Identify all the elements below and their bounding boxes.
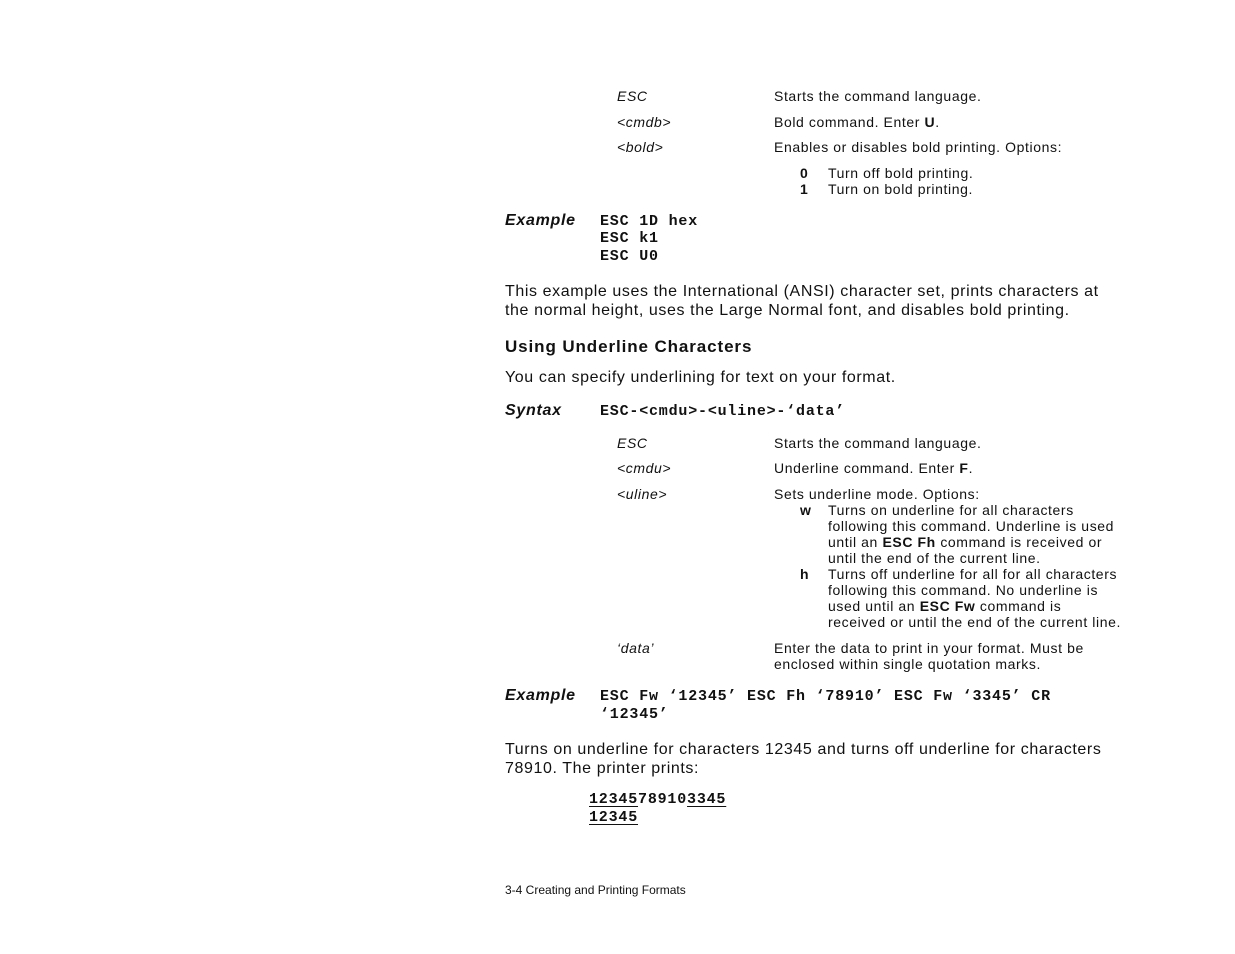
option-key: 1 [800, 181, 808, 197]
term-bold: <bold> [617, 139, 664, 155]
explanation-line: 78910. The printer prints: [505, 760, 700, 777]
syntax-code: ESC-<cmdu>-<uline>-‘data’ [600, 403, 846, 420]
syntax-label: Syntax [505, 402, 562, 419]
page-footer: 3-4 Creating and Printing Formats [505, 883, 686, 897]
term-esc: ESC [617, 435, 648, 451]
example-label: Example [505, 212, 576, 229]
option-key: w [800, 502, 811, 518]
term-cmdb: <cmdb> [617, 114, 672, 130]
explanation-line: Turns on underline for characters 12345 and turns off underline for characters [505, 741, 1102, 758]
example-code-line: ESC Fw ‘12345’ ESC Fh ‘78910’ ESC Fw ‘3345’ CR [600, 688, 1051, 705]
desc-data: Enter the data to print in your format. Must be enclosed within single quotation marks. [774, 640, 1084, 672]
term-esc: ESC [617, 88, 648, 104]
explanation-line: This example uses the International (ANSI) character set, prints characters at [505, 283, 1099, 300]
desc-cmdu: Underline command. Enter F. [774, 460, 974, 476]
option-key: 0 [800, 165, 808, 181]
term-cmdu: <cmdu> [617, 460, 672, 476]
example-code-line: ESC 1D hex [600, 213, 699, 230]
desc-cmdb: Bold command. Enter U. [774, 114, 940, 130]
desc-uline: Sets underline mode. Options: [774, 486, 980, 502]
option-key: h [800, 566, 809, 582]
option-text: Turn on bold printing. [828, 181, 973, 197]
example-code-line: ESC k1 [600, 230, 659, 247]
printed-output-line: 12345 [589, 809, 639, 826]
example-code-line: ESC U0 [600, 248, 659, 265]
option-text: Turn off bold printing. [828, 165, 974, 181]
desc-esc: Starts the command language. [774, 435, 982, 451]
desc-bold: Enables or disables bold printing. Options: [774, 139, 1063, 155]
example-code-line: ‘12345’ [600, 706, 669, 723]
explanation-line: the normal height, uses the Large Normal font, and disables bold printing. [505, 302, 1070, 319]
term-data: ‘data’ [617, 640, 655, 656]
printed-output-line: 12345789103345 [589, 791, 727, 808]
intro-text: You can specify underlining for text on your format. [505, 369, 896, 386]
section-heading: Using Underline Characters [505, 337, 753, 356]
option-text: Turns off underline for all for all characters following this command. No underline is used until an ESC Fw command is received or until the end of the current line. [828, 566, 1121, 630]
option-text: Turns on underline for all characters following this command. Underline is used until an ESC Fh command is received or until the end of the current line. [828, 502, 1115, 566]
example-label: Example [505, 687, 576, 704]
term-uline: <uline> [617, 486, 668, 502]
desc-esc: Starts the command language. [774, 88, 982, 104]
